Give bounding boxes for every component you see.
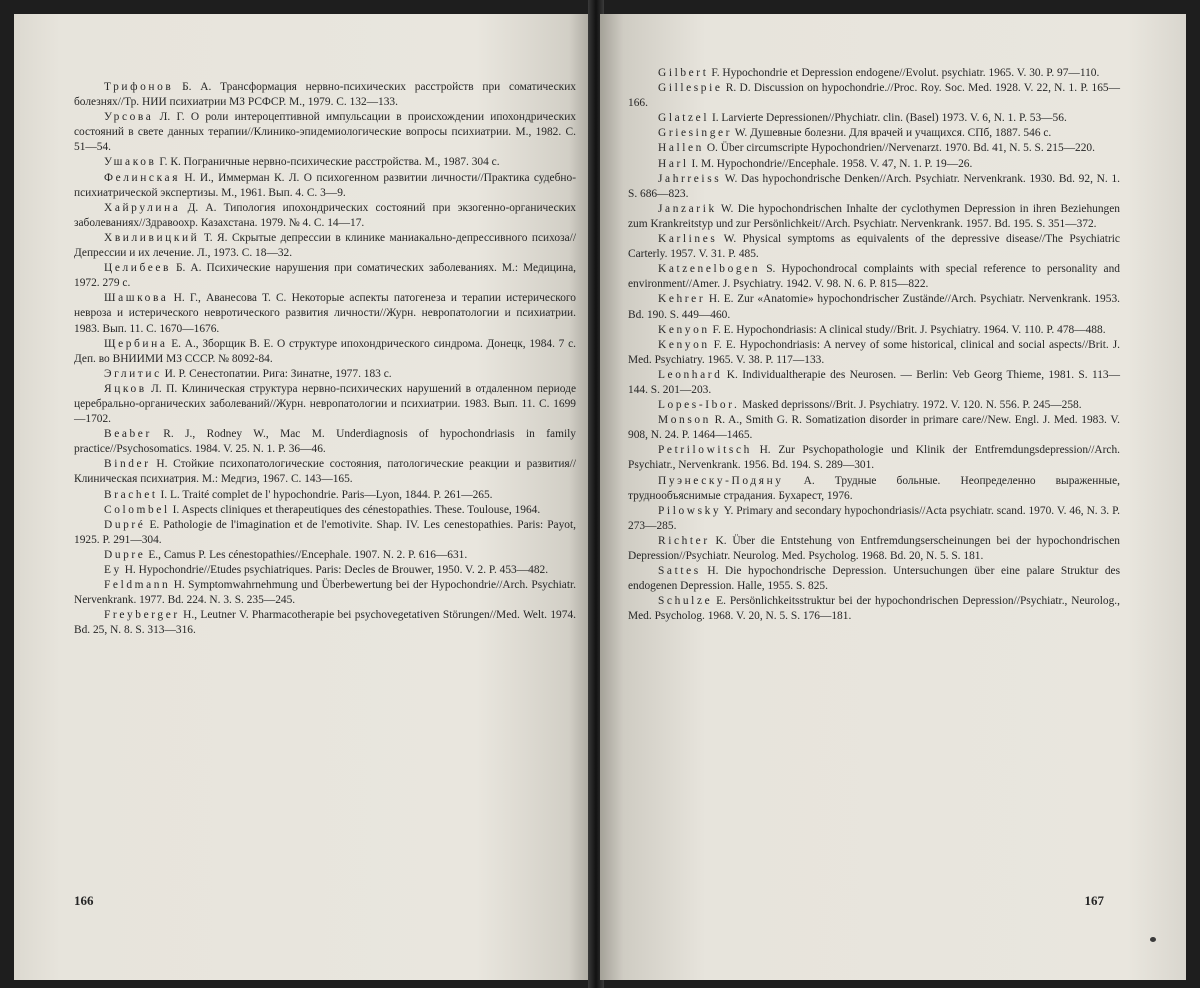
entry-author: Яцков xyxy=(104,382,147,395)
entry-text: W. Das hypochondrische Denken//Arch. Psychiatr. Nervenkrank. 1930. Bd. 92, N. 1. S. 686—823. xyxy=(628,172,1120,200)
bibliography-entry xyxy=(74,503,576,518)
entry-text: H. Hypochondrie//Etudes psychiatriques. Paris: Decles de Brouwer, 1950. V. 2. P. 453—482. xyxy=(121,564,549,576)
bibliography-entry xyxy=(74,518,576,548)
entry-text: Г. К. Пограничные нервно-психические расстройства. М., 1987. 304 с. xyxy=(156,156,500,169)
entry-author: Трифонов xyxy=(104,81,174,93)
right-page-number: 167 xyxy=(1084,892,1104,908)
bibliography-entry xyxy=(74,110,576,155)
entry-author: Kenyon xyxy=(658,338,710,351)
right-bibliography-list xyxy=(628,66,1120,624)
entry-text: Л. П. Клиническая структура нервно-психических нарушений в отдаленном периоде церебрально-органических заболеваний//Журн. невропатологии и психиатрии. 1983. Вып. 11. С. 1699—1702. xyxy=(74,382,576,426)
bibliography-entry xyxy=(74,201,576,231)
entry-text: F. E. Hypochondriasis: A clinical study//Brit. J. Psychiatry. 1964. V. 110. P. 478—488. xyxy=(709,323,1106,336)
entry-text: Н. И., Иммерман К. Л. О психогенном развитии личности//Практика судебно-психиатрической экспертизы. М., 1961. Вып. 4. С. 3—9. xyxy=(74,171,576,199)
bibliography-entry xyxy=(628,594,1120,624)
entry-text: K. Individualtherapie des Neurosen. — Berlin: Veb Georg Thieme, 1981. S. 113—144. S. 201—203. xyxy=(628,368,1120,396)
bibliography-entry xyxy=(628,504,1120,534)
bibliography-entry xyxy=(628,126,1120,141)
entry-author: Petrilowitsch xyxy=(658,444,752,457)
bibliography-entry xyxy=(74,171,576,201)
bibliography-entry xyxy=(628,534,1120,564)
bibliography-entry xyxy=(74,427,576,457)
entry-author: Хвиливицкий xyxy=(104,231,200,244)
bibliography-entry xyxy=(628,232,1120,262)
entry-text: Б. А. Психические нарушения при соматических заболеваниях. М.: Медицина, 1972. 279 с. xyxy=(74,262,576,290)
bibliography-entry xyxy=(628,474,1120,504)
entry-author: Freyberger xyxy=(104,609,180,622)
entry-author: Janzarik xyxy=(658,202,717,215)
right-page xyxy=(600,14,1186,980)
bibliography-entry xyxy=(628,338,1120,368)
entry-text: Н. Г., Аванесова Т. С. Некоторые аспекты патогенеза и терапии истерического невроза и истерического невротического развития личности//Журн. невропатологии и психиатрии. 1983. Вып. 11. С. 1670—1676. xyxy=(74,292,576,335)
entry-text: H., Leutner V. Pharmacotherapie bei psychovegetativen Störungen//Med. Welt. 1974. Bd. 25, N. 8. S. 313—316. xyxy=(74,609,576,637)
bibliography-entry xyxy=(628,368,1120,398)
bibliography-entry xyxy=(74,337,576,367)
entry-text: W. Die hypochondrischen Inhalte der cyclothymen Depression in ihren Beziehungen zum Krankreitstyp und zur Persönlichkeit//Arch. Psychiatr. Nervenkrank. 1957. Bd. 195. S. 351—372. xyxy=(628,202,1120,230)
bibliography-entry xyxy=(74,261,576,291)
entry-text: I. Larvierte Depressionen//Phychiatr. clin. (Basel) 1973. V. 6, N. 1. P. 53—56. xyxy=(709,112,1067,125)
entry-author: Фелинская xyxy=(104,171,181,184)
entry-author: Ey xyxy=(104,564,122,576)
entry-text: И. Р. Сенестопатии. Рига: Зинатне, 1977. 183 с. xyxy=(161,367,392,380)
bibliography-entry xyxy=(628,141,1120,156)
entry-text: F. Hypochondrie et Depression endogene//Evolut. psychiatr. 1965. V. 30. P. 97—110. xyxy=(708,67,1100,79)
entry-text: Л. Г. О роли интероцептивной импульсации в происхождении ипохондрических состояний в свете данных терапии//Клинико-эпидемиологические вопросы психиатрии. М., 1982. С. 51—54. xyxy=(74,111,576,154)
entry-author: Brachet xyxy=(104,488,158,501)
entry-text: E., Camus P. Les cénestopathies//Encephale. 1907. N. 2. P. 616—631. xyxy=(145,548,468,561)
entry-text: Е. А., Зборщик В. Е. О структуре ипохондрического синдрома. Донецк, 1984. 7 с. Деп. во ВНИИМИ МЗ СССР. № 8092-84. xyxy=(74,337,576,365)
entry-text: H. Symptomwahrnehmung und Überbewertung bei der Hypochondrie//Arch. Psychiatr. Nervenkrank. 1977. Bd. 224. N. 3. S. 235—245. xyxy=(74,579,576,607)
bibliography-entry xyxy=(74,563,576,578)
bibliography-entry xyxy=(628,323,1120,338)
bibliography-entry xyxy=(628,292,1120,322)
entry-author: Katzenelbogen xyxy=(658,263,761,276)
entry-text: S. Hypochondrocal complaints with special reference to personality and environment//Amer. J. Psychiatry. 1942. V. 98. N. 6. P. 815—822. xyxy=(628,263,1120,291)
entry-text: E. Pathologie de l'imagination et de l'emotivite. Shap. IV. Les cenestopathies. Paris: Payot, 1925. P. 291—304. xyxy=(74,518,576,546)
bibliography-entry xyxy=(628,262,1120,292)
bibliography-entry xyxy=(628,81,1120,111)
entry-text: O. Über circumscripte Hypochondrien//Nervenarzt. 1970. Bd. 41, N. 5. S. 215—220. xyxy=(703,142,1095,155)
bibliography-entry xyxy=(74,548,576,563)
entry-text: E. Persönlichkeitsstruktur bei der hypochondrischen Depression//Psychiatr., Neurolog., Med. Psycholog. 1968. V. 20, N. 5. S. 176—181. xyxy=(628,595,1120,623)
entry-author: Kehrer xyxy=(658,293,706,306)
entry-text: Y. Primary and secondary hypochondriasis//Acta psychiatr. scand. 1970. V. 46, N. 3. P. 273—285. xyxy=(628,504,1120,532)
bibliography-entry xyxy=(74,291,576,336)
entry-text: F. E. Hypochondriasis: A nervey of some historical, clinical and social aspects//Brit. J. Med. Psychiatry. 1965. V. 38. P. 117—133. xyxy=(628,338,1120,366)
entry-text: W. Душевные болезни. Для врачей и учащихся. СПб, 1887. 546 с. xyxy=(732,127,1052,140)
entry-text: Т. Я. Скрытые депрессии в клинике маниакально-депрессивного психоза//Депрессии и их лечение. Л., 1973. С. 18—32. xyxy=(74,231,576,260)
entry-text: Masked deprissons//Brit. J. Psychiatry. 1972. V. 120. N. 556. P. 245—258. xyxy=(739,399,1082,412)
left-page-number: 166 xyxy=(74,892,94,908)
entry-text: I. Aspects cliniques et therapeutiques des cénestopathies. These. Toulouse, 1964. xyxy=(169,503,541,516)
entry-author: Пуэнеску-Подяну xyxy=(658,474,784,487)
entry-author: Glatzel xyxy=(658,112,710,125)
entry-author: Gilbert xyxy=(658,67,709,79)
entry-text: Б. А. Трансформация нервно-психических расстройств при соматических болезнях//Тр. НИИ психиатрии МЗ РСФСР. М., 1979. С. 132—133. xyxy=(74,81,576,109)
bibliography-entry xyxy=(628,443,1120,473)
entry-author: Karlines xyxy=(658,233,718,246)
entry-text: I. M. Hypochondrie//Encephale. 1958. V. 47, N. 1. P. 19—26. xyxy=(688,157,973,170)
entry-author: Colombel xyxy=(104,503,170,516)
entry-text: А. Трудные больные. Неопределенно выраженные, труднообъяснимые страдания. Бухарест, 1976. xyxy=(628,474,1120,502)
bibliography-entry xyxy=(628,398,1120,413)
bibliography-entry xyxy=(74,488,576,503)
entry-author: Harl xyxy=(658,157,689,170)
entry-text: H. Zur Psychopathologie und Klinik der Entfremdungsdepression//Arch. Psychiatr., Nervenkrank. 1956. Bd. 194. S. 289—301. xyxy=(628,444,1120,472)
entry-author: Щербина xyxy=(104,337,168,350)
entry-author: Gillespie xyxy=(658,82,723,95)
bibliography-entry xyxy=(628,172,1120,202)
bibliography-entry xyxy=(628,413,1120,443)
entry-author: Шашкова xyxy=(104,292,169,305)
bibliography-entry xyxy=(628,66,1120,81)
entry-author: Beaber xyxy=(104,428,152,441)
entry-author: Jahrreiss xyxy=(658,172,722,185)
entry-text: R. J., Rodney W., Mac M. Underdiagnosis of hypochondriasis in family practice//Psychosomatics. 1984. V. 25. N. 1. P. 36—46. xyxy=(74,428,576,456)
entry-author: Целибеев xyxy=(104,262,171,275)
entry-text: H. Die hypochondrische Depression. Untersuchungen über eine palare Struktur des endogenen Depression. Halle, 1955. S. 825. xyxy=(628,565,1120,593)
entry-author: Lopes-Ibor. xyxy=(658,399,740,412)
entry-text: Д. А. Типология ипохондрических состояний при экзогенно-органических заболеваниях//Здравоохр. Казахстана. 1979. № 4. С. 14—17. xyxy=(74,201,576,229)
bibliography-entry xyxy=(628,564,1120,594)
entry-author: Leonhard xyxy=(658,368,723,381)
entry-author: Feldmann xyxy=(104,579,171,592)
entry-author: Pilowsky xyxy=(658,504,722,517)
entry-author: Monson xyxy=(658,414,711,427)
entry-text: W. Physical symptoms as equivalents of the depressive disease//The Psychiatric Carterly. 1957. V. 31. P. 485. xyxy=(628,233,1120,261)
bibliography-entry xyxy=(74,457,576,487)
bibliography-entry xyxy=(74,608,576,638)
bibliography-entry xyxy=(74,382,576,427)
entry-author: Kenyon xyxy=(658,323,710,336)
entry-author: Griesinger xyxy=(658,127,733,140)
entry-author: Урсова xyxy=(104,111,154,124)
entry-text: H. Стойкие психопатологические состояния, патологические реакции и развития//Клиническая психиатрия. М.: Медгиз, 1967. С. 143—165. xyxy=(74,458,576,486)
entry-author: Dupré xyxy=(104,518,146,531)
bibliography-entry xyxy=(628,157,1120,172)
left-page xyxy=(14,14,592,980)
entry-text: H. E. Zur «Anatomie» hypochondrischer Zustände//Arch. Psychiatr. Nervenkrank. 1953. Bd. 190. S. 449—460. xyxy=(628,293,1120,321)
left-bibliography-list xyxy=(74,80,576,638)
entry-author: Ушаков xyxy=(104,156,157,169)
bibliography-entry xyxy=(628,111,1120,126)
ink-spot xyxy=(1150,937,1156,942)
bibliography-entry xyxy=(74,155,576,170)
entry-text: R. D. Discussion on hypochondrie.//Proc. Roy. Soc. Med. 1928. V. 22, N. 1. P. 165—166. xyxy=(628,82,1120,110)
entry-text: I. L. Traité complet de l' hypochondrie. Paris—Lyon, 1844. P. 261—265. xyxy=(157,488,493,501)
entry-author: Schulze xyxy=(658,595,713,608)
entry-author: Hallen xyxy=(658,142,704,155)
bibliography-entry xyxy=(74,80,576,110)
bibliography-entry xyxy=(74,578,576,608)
bibliography-entry xyxy=(74,367,576,382)
bibliography-entry xyxy=(628,202,1120,232)
entry-author: Binder xyxy=(104,458,151,471)
entry-text: R. A., Smith G. R. Somatization disorder in primare care//New. Engl. J. Med. 1983. V. 908, N. 24. P. 1464—1465. xyxy=(628,414,1120,442)
bibliography-entry xyxy=(74,231,576,261)
entry-author: Хайрулина xyxy=(104,201,181,214)
entry-author: Sattes xyxy=(658,565,701,578)
entry-author: Эглитис xyxy=(104,367,162,380)
entry-text: K. Über die Entstehung von Entfremdungserscheinungen bei der hypochondrischen Depression//Psychiatr. Neurolog. Med. Psycholog. 1968. Bd. 20, N. 5. S. 181. xyxy=(628,534,1120,562)
entry-author: Dupre xyxy=(104,548,146,561)
entry-author: Richter xyxy=(658,534,710,547)
